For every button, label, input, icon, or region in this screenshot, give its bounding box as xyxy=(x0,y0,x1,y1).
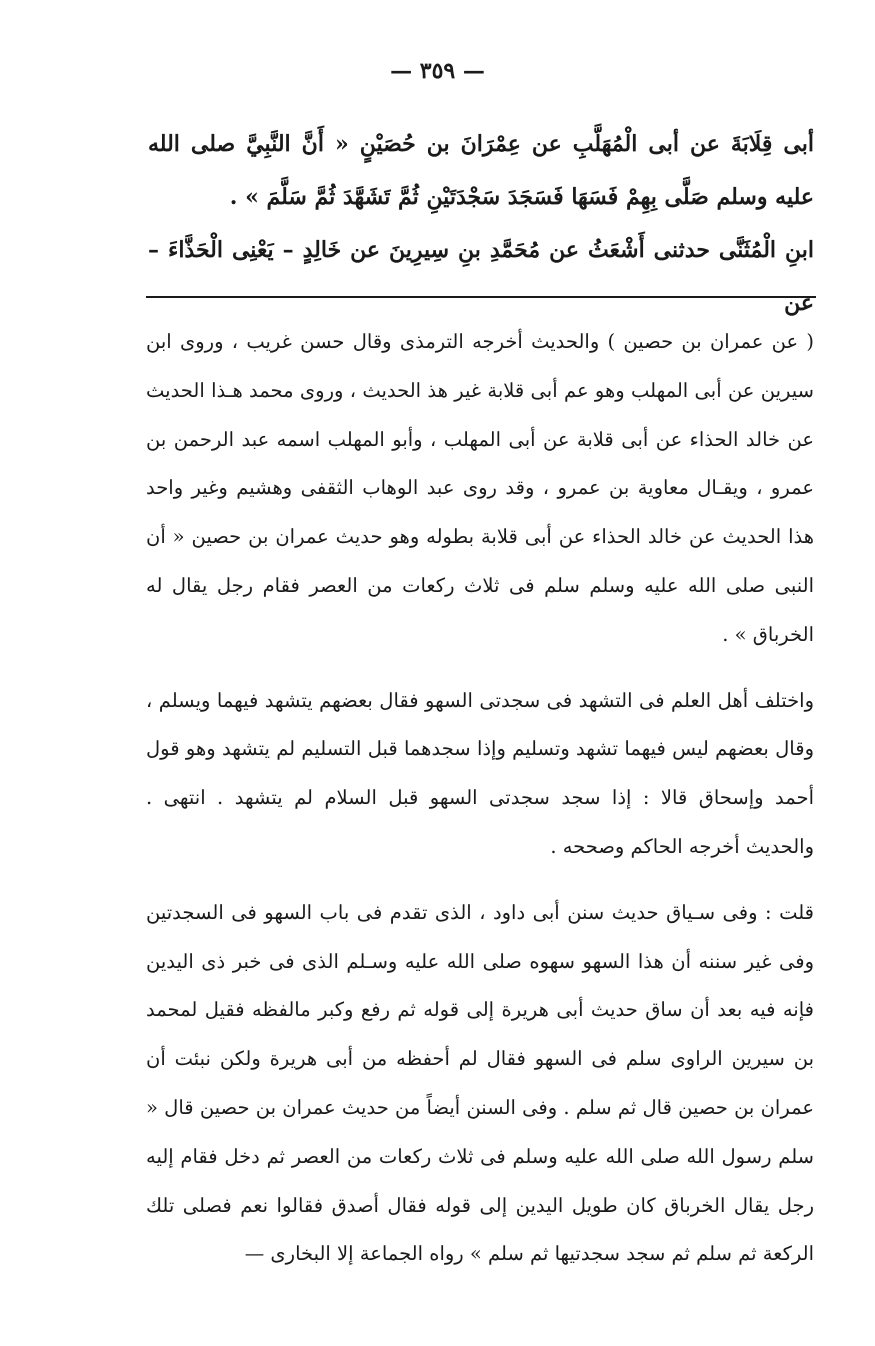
main-text-paragraph-1: أبى قِلَابَةَ عن أبى الْمُهَلَّبِ عن عِمْرَانَ بن حُصَيْنٍ « أَنَّ النَّبِيَّ صلى الله عليه وسلم صَلَّى بِهِمْ فَسَهَا فَسَجَدَ سَجْدَتَيْنِ ثُمَّ تَشَهَّدَ ثُمَّ سَلَّمَ » . xyxy=(148,131,814,210)
commentary-text xyxy=(146,318,814,1279)
main-hadith-text xyxy=(148,118,814,330)
main-text-paragraph-2: ابنِ الْمُثَنَّى حدثنى أَشْعَثُ عن مُحَمَّدِ بنِ سِيرِينَ عن خَالِدٍ – يَعْنِى الْحَذَّاءَ – عن xyxy=(148,237,814,316)
commentary-paragraph-3: قلت : وفى سـياق حديث سنن أبى داود ، الذى تقدم فى باب السهو فى السجدتين وفى غير سننه أن هذا السهو سهوه صلى الله عليه وسـلم الذى فى خبر ذى اليدين فإنه فيه بعد أن ساق حديث أبى هريرة إلى قوله ثم رفع وكبر مالفظه فقيل لمحمد بن سيرين الراوى سلم فى السهو فقال لم أحفظه من أبى هريرة ولكن نبئت أن عمران بن حصين قال ثم سلم . وفى السنن أيضاً من حديث عمران بن حصين قال « سلم رسول الله صلى الله عليه وسلم فى ثلاث ركعات من العصر ثم دخل فقام إليه رجل يقال الخرباق كان طويل اليدين إلى قوله فقال أصدق فقالوا نعم فصلى تلك الركعة ثم سلم ثم سجد سجدتيها ثم سلم » رواه الجماعة إلا البخارى — xyxy=(146,900,814,1266)
footnote-separator-line xyxy=(146,296,816,298)
page-number: — ٣٥٩ — xyxy=(390,58,485,84)
commentary-paragraph-2: واختلف أهل العلم فى التشهد فى سجدتى السهو فقال بعضهم يتشهد فيهما ويسلم ، وقال بعضهم ليس فيهما تشهد وتسليم وإذا سجدهما قبل التسليم لم يتشهد وهو قول أحمد وإسحاق قالا : إذا سجد سجدتى السهو قبل السلام لم يتشهد . انتهى . والحديث أخرجه الحاكم وصححه . xyxy=(146,688,814,858)
commentary-paragraph-1: ( عن عمران بن حصين ) والحديث أخرجه الترمذى وقال حسن غريب ، وروى ابن سيرين عن أبى المهلب وهو عم أبى قلابة غير هذ الحديث ، وروى محمد هـذا الحديث عن خالد الحذاء عن أبى قلابة عن أبى المهلب ، وأبو المهلب اسمه عبد الرحمن بن عمرو ، ويقـال معاوية بن عمرو ، وقد روى عبد الوهاب الثقفى وهشيم وغير واحد هذا الحديث عن خالد الحذاء عن أبى قلابة بطوله وهو حديث عمران بن حصين « أن النبى صلى الله عليه وسلم سلم فى ثلاث ركعات من العصر فقام رجل يقال له الخرباق » . xyxy=(146,330,814,646)
